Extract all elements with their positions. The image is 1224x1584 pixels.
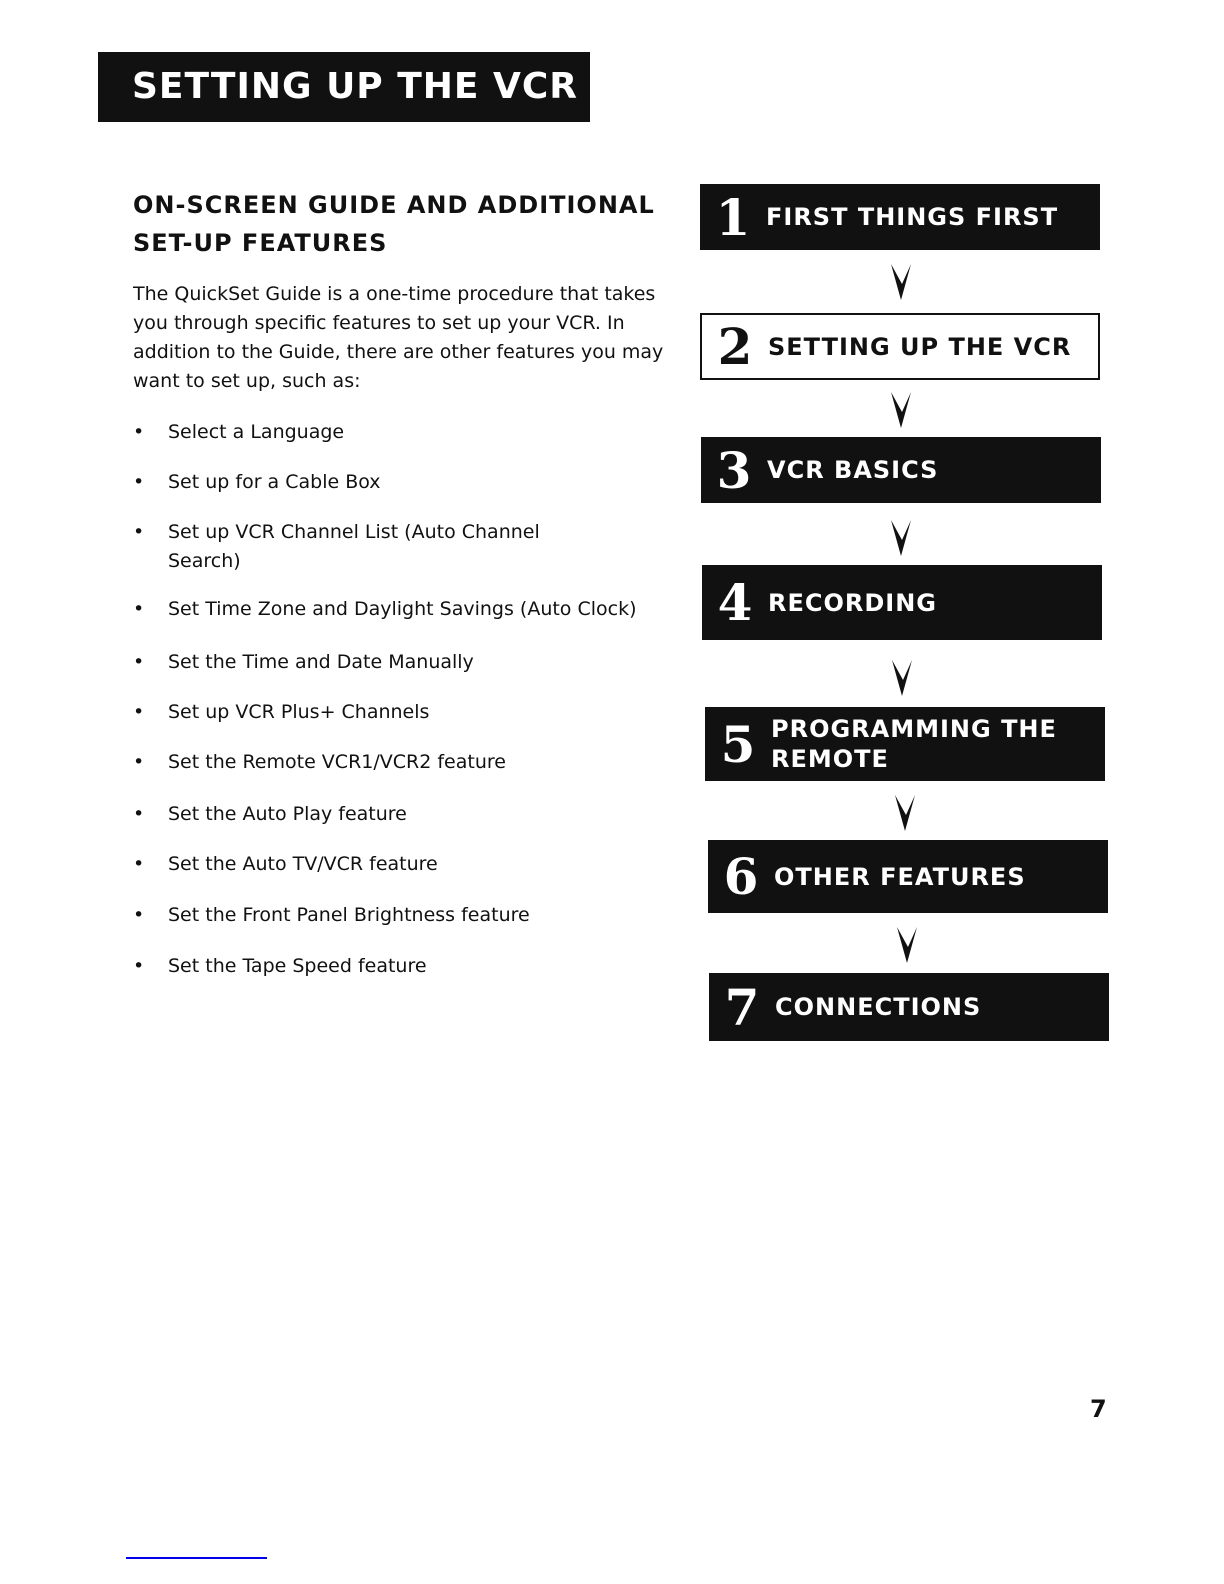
bullet-icon: • [133,471,145,493]
list-item: • Set up for a Cable Box [133,468,693,497]
bullet-icon: • [133,701,145,723]
page-number: 7 [1090,1395,1107,1423]
down-arrow-icon [893,793,917,833]
bullet-icon: • [133,651,145,673]
chapter-step-5: 5 PROGRAMMING THE REMOTE [705,707,1105,781]
chapter-step-7: 7 CONNECTIONS [709,973,1109,1041]
down-arrow-icon [889,262,913,302]
bullet-icon: • [133,598,145,620]
list-item: • Set the Remote VCR1/VCR2 feature [133,748,693,777]
chapter-step-3: 3 VCR BASICS [701,437,1101,503]
list-item: • Select a Language [133,418,693,447]
bullet-icon: • [133,803,145,825]
bullet-icon: • [133,904,145,926]
chapter-banner: SETTING UP THE VCR [98,52,590,122]
down-arrow-icon [889,390,913,430]
list-item: • Set Time Zone and Daylight Savings (Auto Clock) [133,595,693,624]
down-arrow-icon [890,658,914,698]
footer-rule [126,1557,267,1559]
list-item: • Set up VCR Channel List (Auto Channel Search) [133,518,613,576]
bullet-icon: • [133,521,145,543]
list-item: • Set the Time and Date Manually [133,648,693,677]
chapter-step-1: 1 FIRST THINGS FIRST [700,184,1100,250]
down-arrow-icon [895,925,919,965]
bullet-icon: • [133,421,145,443]
list-item: • Set the Front Panel Brightness feature [133,901,693,930]
chapter-step-6: 6 OTHER FEATURES [708,840,1108,913]
intro-paragraph: The QuickSet Guide is a one-time procedure that takes you through specific features to set up your VCR. In addition to the Guide, there are other features you may want to set up, such as: [133,283,664,392]
bullet-icon: • [133,955,145,977]
bullet-icon: • [133,853,145,875]
list-item: • Set the Tape Speed feature [133,952,693,981]
list-item: • Set up VCR Plus+ Channels [133,698,693,727]
list-item: • Set the Auto TV/VCR feature [133,850,693,879]
down-arrow-icon [889,518,913,558]
bullet-icon: • [133,751,145,773]
list-item: • Set the Auto Play feature [133,800,693,829]
chapter-step-2-current: 2 SETTING UP THE VCR [700,313,1100,380]
section-heading: ON-SCREEN GUIDE AND ADDITIONAL SET-UP FEATURES [133,191,655,257]
chapter-step-4: 4 RECORDING [702,565,1102,640]
